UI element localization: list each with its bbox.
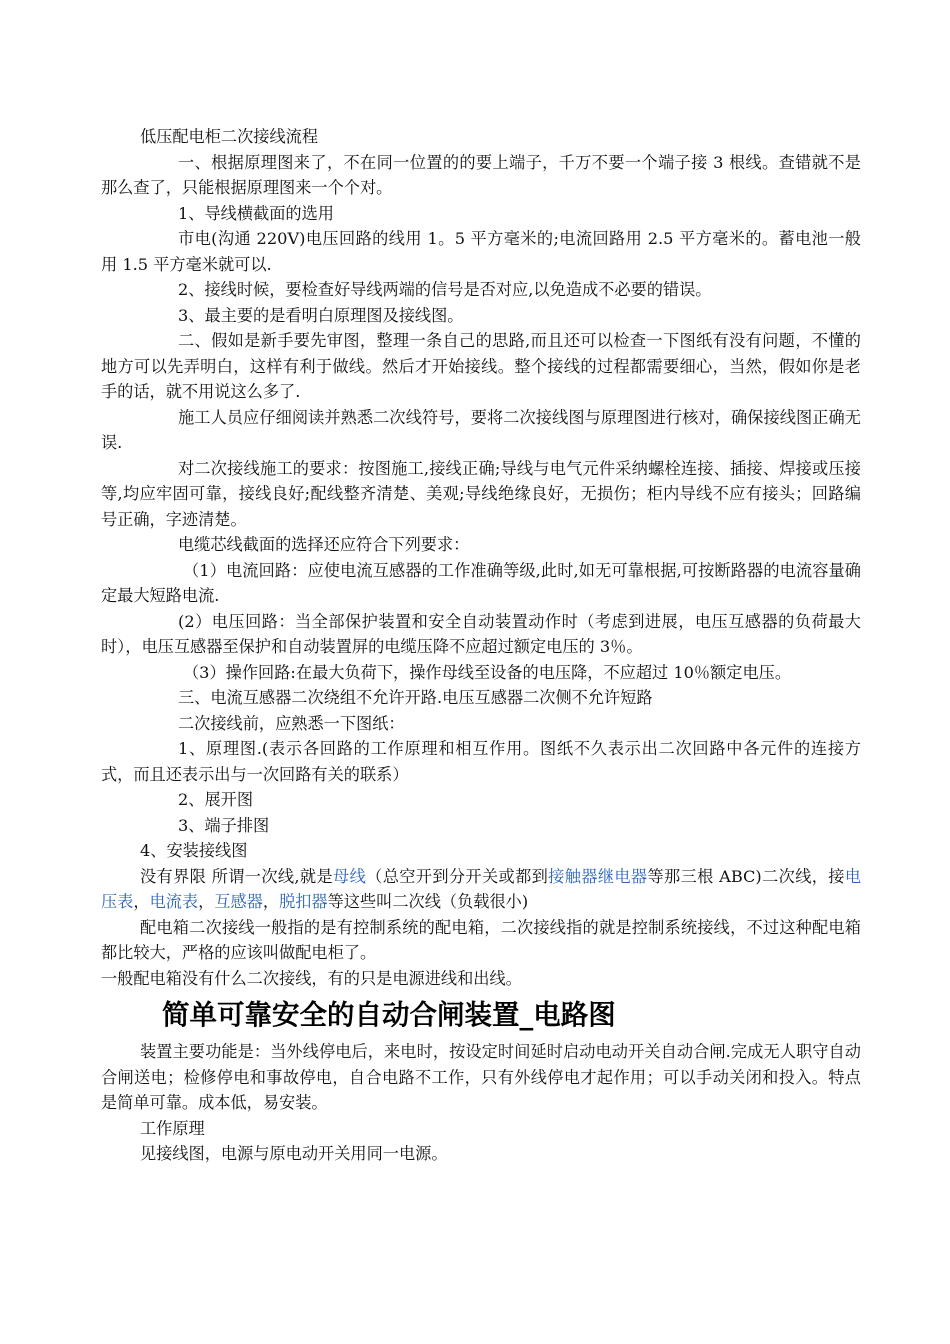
- document-title: 低压配电柜二次接线流程: [140, 127, 319, 146]
- paragraph-19: [101, 864, 861, 915]
- paragraph-9: 电缆芯线截面的选择还应符合下列要求：: [178, 535, 470, 554]
- paragraph-24: 见接线图，电源与原电动开关用同一电源。: [140, 1144, 448, 1163]
- p19-text-1: 没有界限 所谓一次线,就是: [140, 866, 334, 886]
- link-busbar[interactable]: 母线: [333, 866, 367, 886]
- document-page: [101, 124, 861, 1167]
- paragraph-4: 2、接线时候，要检查好导线两端的信号是否对应,以免造成不必要的错误。: [178, 280, 712, 299]
- paragraph-17: 3、端子排图: [178, 815, 270, 835]
- link-ammeter[interactable]: 电流表: [149, 892, 199, 911]
- paragraph-20: 配电箱二次接线一般指的是有控制系统的配电箱，二次接线指的就是控制系统接线，不过这种配电箱都比较大，严格的应该叫做配电柜了。: [101, 917, 861, 962]
- paragraph-22: 装置主要功能是：当外线停电后，来电时，按设定时间延时启动电动开关自动合闸.完成无人职守自动合闸送电；检修停电和事故停电，自合电路不工作，只有外线停电才起作用；可以手动关闭和投入。特点是简单可靠。成本低，易安装。: [101, 1042, 861, 1112]
- paragraph-1: 一、根据原理图来了，不在同一位置的的要上端子，千万不要一个端子接 3 根线。查错就不是那么查了，只能根据原理图来一个个对。: [101, 152, 861, 197]
- section-heading: 简单可靠安全的自动合闸装置_电路图: [162, 999, 616, 1031]
- p19-text-2: （总空开到分开关或都到: [366, 866, 549, 886]
- paragraph-21: 一般配电箱没有什么二次接线，有的只是电源进线和出线。: [101, 968, 522, 988]
- paragraph-7: 施工人员应仔细阅读并熟悉二次线符号，要将二次接线图与原理图进行核对，确保接线图正确无误.: [101, 407, 861, 452]
- paragraph-15: 1、原理图.(表示各回路的工作原理和相互作用。图纸不久表示出二次回路中各元件的连接方式，而且还表示出与一次回路有关的联系）: [101, 739, 861, 784]
- link-contactor-relay[interactable]: 接触器继电器: [548, 866, 648, 886]
- link-trip-unit[interactable]: 脱扣器: [279, 892, 328, 911]
- paragraph-14: 二次接线前，应熟悉一下图纸：: [178, 713, 405, 733]
- paragraph-2: 1、导线横截面的选用: [178, 203, 334, 223]
- link-voltmeter[interactable]: 电压表: [101, 866, 862, 911]
- p19-text-3: 等那三根 ABC)二次线，接: [647, 866, 845, 886]
- p19-text-7: 等这些叫二次线（负载很小): [327, 892, 529, 911]
- paragraph-12: （3）操作回路:在最大负荷下，操作母线至设备的电压降，不应超过 10％额定电压。: [183, 662, 792, 682]
- paragraph-10: （1）电流回路：应使电流互感器的工作准确等级,此时,如无可靠根据,可按断路器的电流容量确定最大短路电流.: [101, 560, 861, 605]
- paragraph-23: 工作原理: [140, 1118, 205, 1138]
- paragraph-11: (2）电压回路：当全部保护装置和安全自动装置动作时（考虑到进展，电压互感器的负荷最大时），电压互感器至保护和自动装置屏的电缆压降不应超过额定电压的 3％。: [101, 611, 861, 656]
- paragraph-5: 3、最主要的是看明白原理图及接线图。: [178, 305, 464, 325]
- p19-text-5: ，: [198, 892, 215, 911]
- p19-text-6: ，: [262, 892, 280, 911]
- link-transformer[interactable]: 互感器: [214, 892, 263, 911]
- paragraph-6: 二、假如是新手要先审图，整理一条自己的思路,而且还可以检查一下图纸有没有问题，不懂的地方可以先弄明白，这样有利于做线。然后才开始接线。整个接线的过程都需要细心，当然，假如你是老手的话，就不用说这么多了.: [101, 331, 861, 401]
- p19-text-4: ，: [133, 892, 150, 911]
- paragraph-18: 4、安装接线图: [140, 841, 248, 860]
- paragraph-3: 市电(沟通 220V)电压回路的线用 1。5 平方毫米的;电流回路用 2.5 平方毫米的。蓄电池一般用 1.5 平方毫米就可以.: [101, 229, 861, 274]
- paragraph-8: 对二次接线施工的要求：按图施工,接线正确;导线与电气元件采纳螺栓连接、插接、焊接或压接等,均应牢固可靠，接线良好;配线整齐清楚、美观;导线绝缘良好，无损伤；柜内导线不应有接头；回路编号正确，字迹清楚。: [101, 458, 861, 529]
- paragraph-13: 三、电流互感器二次绕组不允许开路.电压互感器二次侧不允许短路: [178, 688, 653, 707]
- paragraph-16: 2、展开图: [178, 790, 254, 809]
